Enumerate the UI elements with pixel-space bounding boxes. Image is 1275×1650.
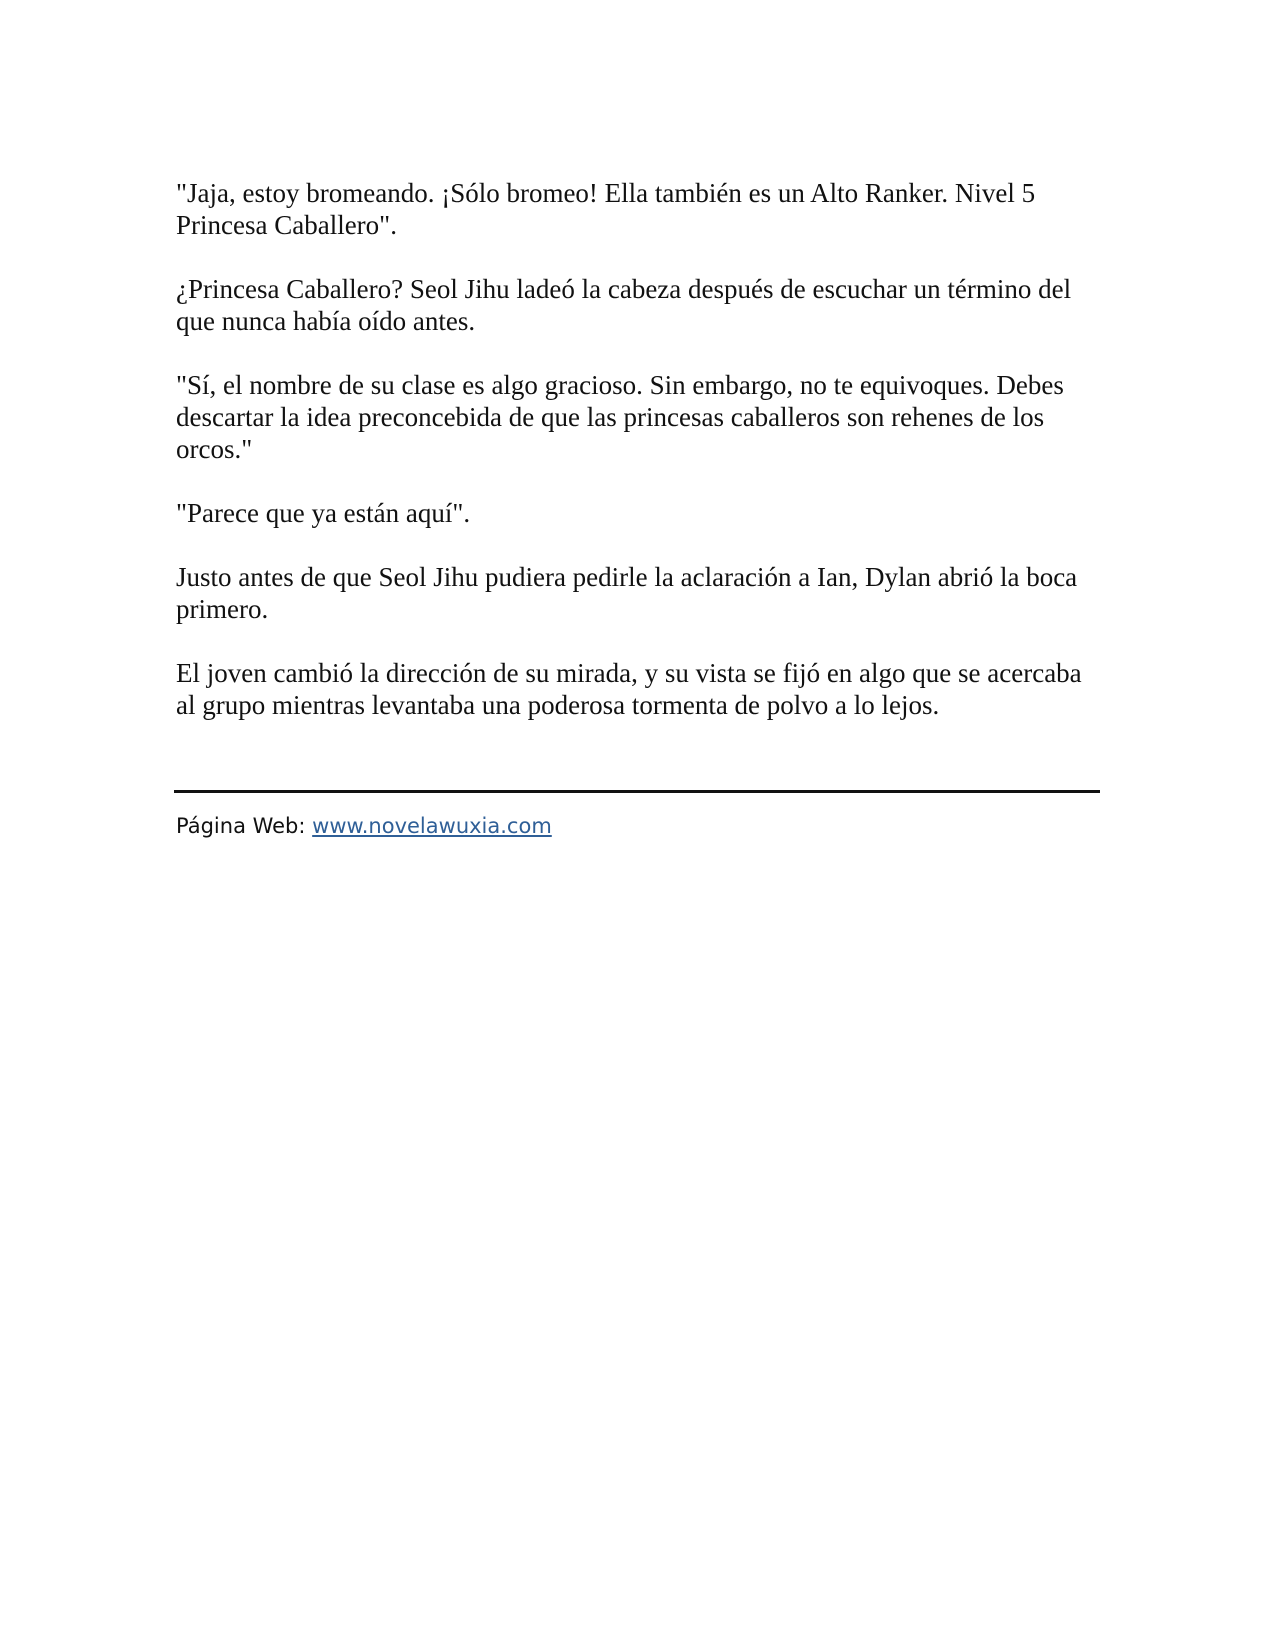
paragraph-5: Justo antes de que Seol Jihu pudiera pedirle la aclaración a Ian, Dylan abrió la boca primero. [176, 562, 1078, 624]
footer-divider [174, 790, 1100, 793]
paragraph-2: ¿Princesa Caballero? Seol Jihu ladeó la cabeza después de escuchar un término del que nunca había oído antes. [176, 274, 1072, 336]
website-link[interactable]: www.novelawuxia.com [312, 814, 552, 838]
paragraph-1: "Jaja, estoy bromeando. ¡Sólo bromeo! Ella también es un Alto Ranker. Nivel 5 Princesa Caballero". [176, 178, 1036, 240]
paragraph-6: El joven cambió la dirección de su mirada, y su vista se fijó en algo que se acercaba al grupo mientras levantaba una poderosa tormenta de polvo a lo lejos. [176, 658, 1082, 720]
footer [176, 812, 552, 840]
paragraph-4: "Parece que ya están aquí". [176, 498, 471, 528]
footer-label: Página Web: [176, 814, 313, 838]
body-text [176, 177, 1096, 753]
paragraph-3: "Sí, el nombre de su clase es algo gracioso. Sin embargo, no te equivoques. Debes descartar la idea preconcebida de que las princesas caballeros son rehenes de los orcos." [176, 370, 1064, 464]
